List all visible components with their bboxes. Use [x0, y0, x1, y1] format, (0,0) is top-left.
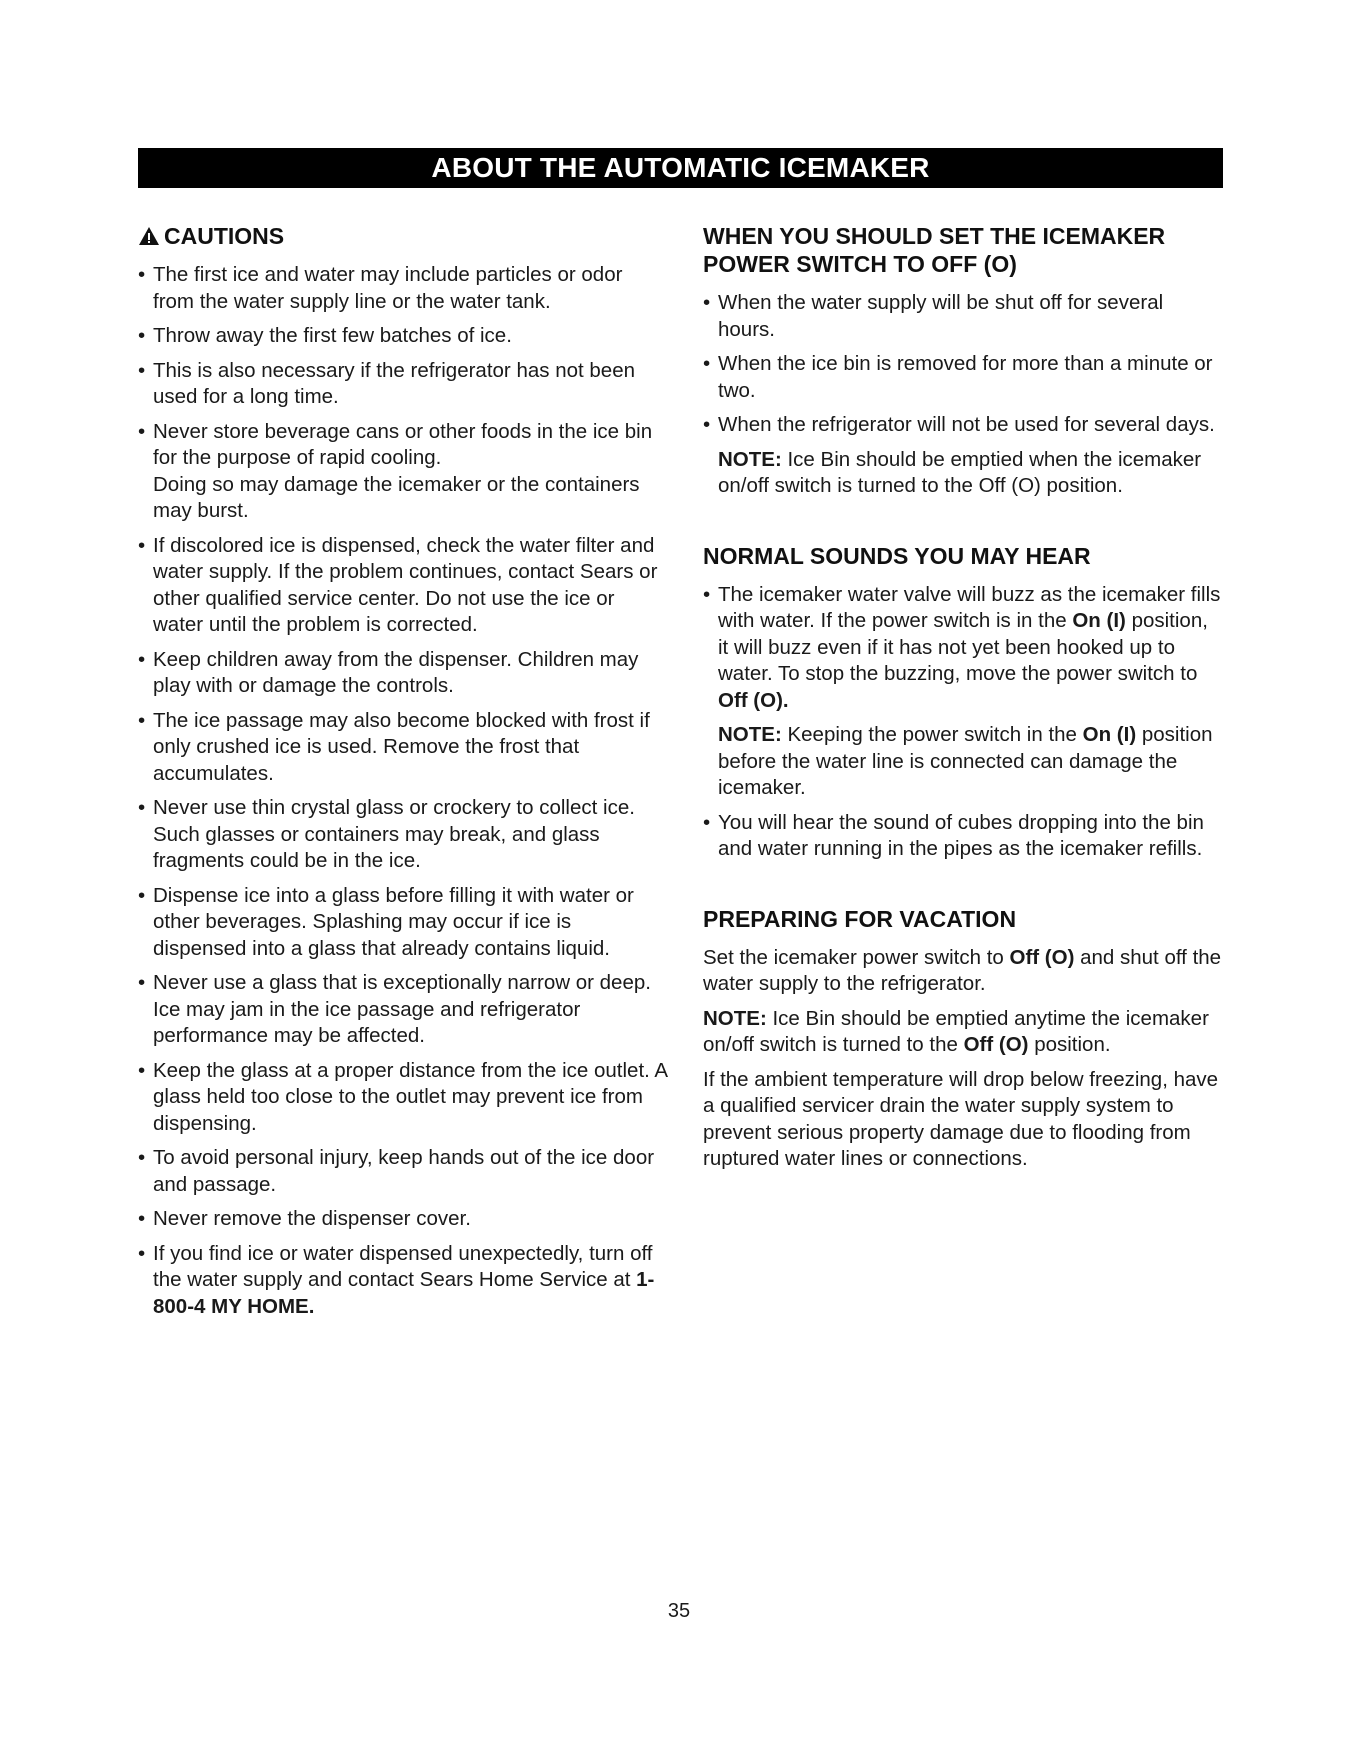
- list-item: • Throw away the first few batches of ice.: [138, 324, 512, 347]
- list-item: • Dispense ice into a glass before filling it with water or other beverages. Splashing may occur if ice is dispensed into a glass that already contains liquid.: [138, 883, 634, 960]
- vacation-paragraph-3: If the ambient temperature will drop below freezing, have a qualified servicer drain the water supply system to prevent serious property damage due to flooding from ruptured water lines or connections.: [703, 1067, 1219, 1170]
- sounds-note: NOTE: Keeping the power switch in the On (I) position before the water line is connected can damage the icemaker.: [718, 723, 1213, 799]
- vacation-heading: PREPARING FOR VACATION: [703, 905, 1017, 932]
- power-switch-heading: WHEN YOU SHOULD SET THE ICEMAKER POWER SWITCH TO OFF (O): [703, 223, 1166, 277]
- page-banner-title: ABOUT THE AUTOMATIC ICEMAKER: [138, 148, 1223, 188]
- sounds-list-2: [703, 810, 1223, 863]
- list-item: • When the ice bin is removed for more than a minute or two.: [703, 352, 1213, 402]
- cautions-column: [138, 222, 668, 1328]
- list-item: • Never use a glass that is exceptionally narrow or deep. Ice may jam in the ice passage and refrigerator performance may be affected.: [138, 971, 651, 1047]
- list-item: • Never store beverage cans or other foods in the ice bin for the purpose of rapid cooling. Doing so may damage the icemaker or the containers may burst.: [138, 419, 653, 522]
- list-item: • The first ice and water may include particles or odor from the water supply line or the water tank.: [138, 263, 623, 313]
- list-item: • To avoid personal injury, keep hands out of the ice door and passage.: [138, 1146, 655, 1196]
- list-item: • This is also necessary if the refrigerator has not been used for a long time.: [138, 358, 635, 408]
- sounds-list: [703, 582, 1223, 715]
- list-item: • When the refrigerator will not be used for several days.: [703, 413, 1215, 436]
- phone-number: 1-800-4 MY HOME.: [153, 1268, 655, 1318]
- cautions-heading-text: CAUTIONS: [164, 223, 285, 249]
- cautions-list: [138, 262, 668, 1320]
- list-item: • You will hear the sound of cubes dropping into the bin and water running in the pipes as the icemaker refills.: [703, 810, 1204, 860]
- list-item: • When the water supply will be shut off for several hours.: [703, 291, 1164, 341]
- page-number: 35: [667, 1600, 691, 1622]
- list-item: • The ice passage may also become blocked with frost if only crushed ice is used. Remove the frost that accumulates.: [138, 708, 650, 785]
- list-item: • Keep children away from the dispenser. Children may play with or damage the controls.: [138, 647, 639, 697]
- list-item: • The icemaker water valve will buzz as the icemaker fills with water. If the power switch is in the On (I) position, it will buzz even if it has not yet been hooked up to water. To stop the buzzing, move the power switch to Off (O).: [703, 582, 1221, 712]
- vacation-paragraph-1: Set the icemaker power switch to Off (O) and shut off the water supply to the refrigerator.: [703, 945, 1222, 995]
- power-switch-note: NOTE: Ice Bin should be emptied when the icemaker on/off switch is turned to the Off (O) position.: [718, 447, 1202, 497]
- list-item: • Never use thin crystal glass or crockery to collect ice. Such glasses or containers may break, and glass fragments could be in the ice.: [138, 796, 635, 872]
- power-switch-list: [703, 290, 1223, 439]
- sounds-heading: NORMAL SOUNDS YOU MAY HEAR: [703, 542, 1091, 569]
- vacation-note: NOTE: Ice Bin should be emptied anytime the icemaker on/off switch is turned to the Off (O) position.: [703, 1006, 1209, 1056]
- warning-icon: [138, 226, 160, 246]
- cautions-heading: [138, 222, 668, 250]
- list-item: • Keep the glass at a proper distance from the ice outlet. A glass held too close to the outlet may prevent ice from dispensing.: [138, 1058, 667, 1135]
- right-column: [703, 222, 1223, 1181]
- list-item: • If discolored ice is dispensed, check the water filter and water supply. If the problem continues, contact Sears or other qualified service center. Do not use the ice or water until the problem is corrected.: [138, 533, 658, 636]
- list-item: • If you find ice or water dispensed unexpectedly, turn off the water supply and contact Sears Home Service at 1-800-4 MY HOME.: [138, 1241, 655, 1318]
- list-item: • Never remove the dispenser cover.: [138, 1207, 471, 1230]
